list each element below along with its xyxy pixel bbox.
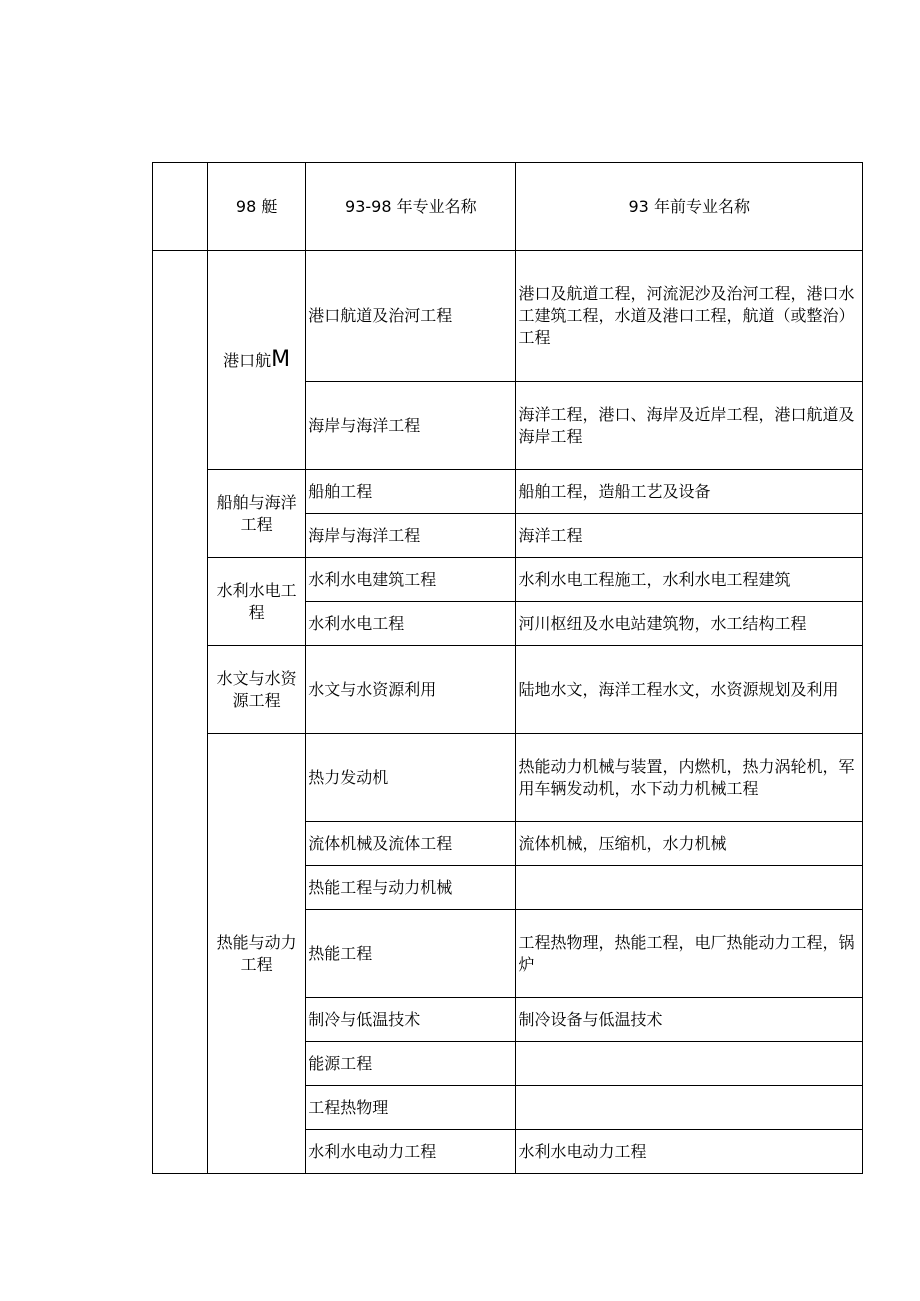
mid-major-cell: 能源工程 [306,1042,516,1086]
old-major-cell: 流体机械，压缩机，水力机械 [516,822,863,866]
table-row [153,646,863,734]
mid-major-cell: 热能工程 [306,910,516,998]
mid-major-cell: 海岸与海洋工程 [306,382,516,470]
group-name-cell [208,251,306,470]
table-row [153,470,863,514]
mid-major-cell: 船舶工程 [306,470,516,514]
old-major-cell: 港口及航道工程，河流泥沙及治河工程，港口水工建筑工程，水道及港口工程，航道（或整治）工程 [516,251,863,382]
old-major-cell [516,866,863,910]
mid-major-cell: 海岸与海洋工程 [306,514,516,558]
mid-major-cell: 热力发动机 [306,734,516,822]
header-98-major: 98 艇 [208,163,306,251]
old-major-cell [516,1042,863,1086]
header-row [153,163,863,251]
old-major-cell: 工程热物理，热能工程，电厂热能动力工程，锅炉 [516,910,863,998]
mid-major-cell: 工程热物理 [306,1086,516,1130]
mid-major-cell: 制冷与低温技术 [306,998,516,1042]
mid-major-cell: 水文与水资源利用 [306,646,516,734]
old-major-cell: 水利水电工程施工，水利水电工程建筑 [516,558,863,602]
old-major-cell: 水利水电动力工程 [516,1130,863,1174]
old-major-cell: 海洋工程，港口、海岸及近岸工程，港口航道及海岸工程 [516,382,863,470]
mid-major-cell: 水利水电工程 [306,602,516,646]
group-name-cell: 水利水电工程 [208,558,306,646]
old-major-cell: 河川枢纽及水电站建筑物，水工结构工程 [516,602,863,646]
group-name-cell: 热能与动力工程 [208,734,306,1174]
header-93-98-major: 93-98 年专业名称 [306,163,516,251]
mid-major-cell: 流体机械及流体工程 [306,822,516,866]
group-name-cell: 船舶与海洋工程 [208,470,306,558]
table-row [153,251,863,382]
mid-major-cell: 热能工程与动力机械 [306,866,516,910]
group-name-prefix: 港口航 [223,350,272,370]
old-major-cell: 船舶工程，造船工艺及设备 [516,470,863,514]
left-margin-cell [153,251,208,1174]
group-name-suffix: M [271,346,291,372]
mid-major-cell: 水利水电动力工程 [306,1130,516,1174]
table-row [153,558,863,602]
mid-major-cell: 港口航道及治河工程 [306,251,516,382]
mid-major-cell: 水利水电建筑工程 [306,558,516,602]
major-mapping-table [152,162,863,1174]
header-pre-93-major: 93 年前专业名称 [516,163,863,251]
old-major-cell: 陆地水文，海洋工程水文，水资源规划及利用 [516,646,863,734]
old-major-cell: 制冷设备与低温技术 [516,998,863,1042]
empty-header-cell [153,163,208,251]
old-major-cell [516,1086,863,1130]
table-row [153,734,863,822]
old-major-cell: 海洋工程 [516,514,863,558]
old-major-cell: 热能动力机械与装置，内燃机，热力涡轮机，军用车辆发动机，水下动力机械工程 [516,734,863,822]
group-name-cell: 水文与水资源工程 [208,646,306,734]
